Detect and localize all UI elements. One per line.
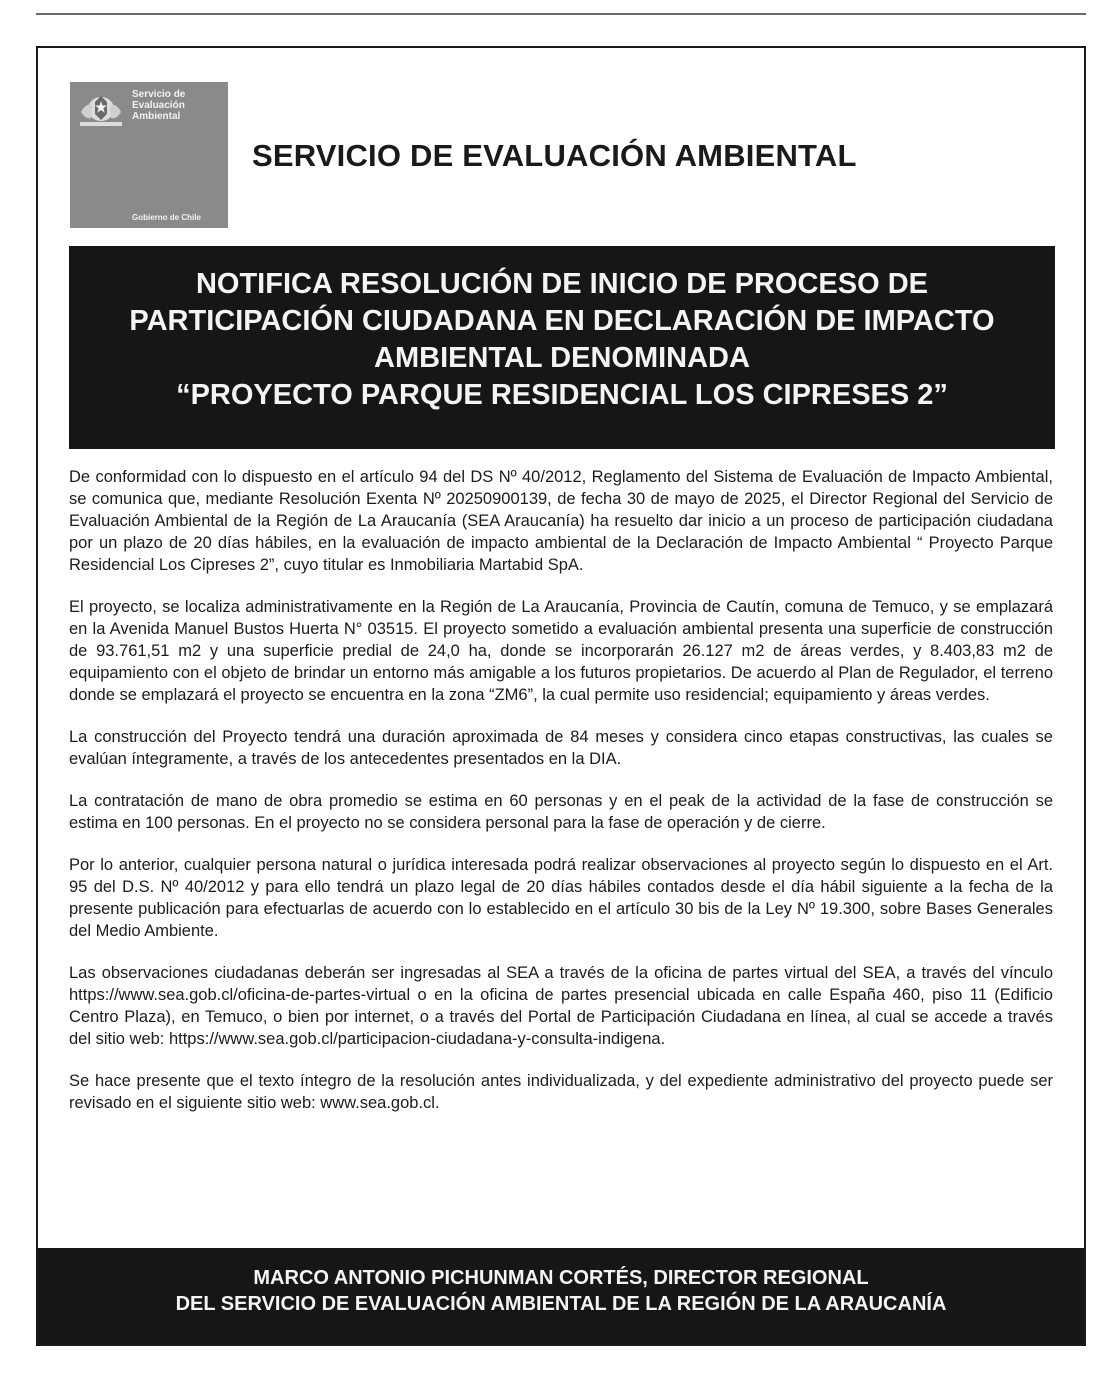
chile-coat-of-arms-icon: [78, 90, 124, 128]
notice-headline: [69, 246, 1055, 449]
paragraph-submission-channels: Las observaciones ciudadanas deberán ser ingresadas al SEA a través de la oficina de partes virtual del SEA, a través del vínculo https://www.sea.gob.cl/oficina-de-partes-virtual o en la oficina de partes presencial ubicada en calle España 460, piso 11 (Edificio Centro Plaza), en Temuco, o bien por internet, o a través del Portal de Participación Ciudadana en línea, al cual se accede a través del sitio web: https://www.sea.gob.cl/participacion-ciudadana-y-consulta-indigena.: [69, 964, 1053, 1048]
top-divider: [36, 13, 1086, 15]
headline-line: AMBIENTAL DENOMINADA: [374, 342, 750, 374]
paragraph-construction: La construcción del Proyecto tendrá una duración aproximada de 84 meses y considera cinco etapas constructivas, las cuales se evalúan íntegramente, a través de los antecedentes presentados en la DIA.: [69, 728, 1053, 768]
notice-frame: [36, 46, 1086, 1346]
paragraph-location: El proyecto, se localiza administrativamente en la Región de La Araucanía, Provincia de Cautín, comuna de Temuco, y se emplazará en la Avenida Manuel Bustos Huerta N° 03515. El proyecto sometido a evaluación ambiental presenta una superficie de construcción de 93.761,51 m2 y una superficie predial de 24,0 ha, donde se incorporarán 26.127 m2 de áreas verdes, y 8.403,83 m2 de equipamiento con el objeto de brindar un entorno más amigable a los futuros propietarios. De acuerdo al Plan de Regulador, el terreno donde se emplazará el proyecto se encuentra en la zona “ZM6”, la cual permite uso residencial; equipamiento y áreas verdes.: [69, 598, 1053, 704]
headline-line: “PROYECTO PARQUE RESIDENCIAL LOS CIPRESES 2”: [176, 379, 948, 411]
signature-block: [38, 1248, 1084, 1344]
agency-title: SERVICIO DE EVALUACIÓN AMBIENTAL: [252, 138, 857, 173]
logo-government-label: Gobierno de Chile: [132, 213, 201, 222]
agency-logo: [70, 82, 228, 228]
headline-line: NOTIFICA RESOLUCIÓN DE INICIO DE PROCESO DE: [195, 268, 929, 300]
headline-line: PARTICIPACIÓN CIUDADANA EN DECLARACIÓN DE IMPACTO: [129, 305, 995, 337]
paragraph-full-text: Se hace presente que el texto íntegro de la resolución antes individualizada, y del expediente administrativo del proyecto puede ser revisado en el siguiente sitio web: www.sea.gob.cl.: [69, 1072, 1053, 1112]
paragraph-resolution: De conformidad con lo dispuesto en el artículo 94 del DS Nº 40/2012, Reglamento del Sistema de Evaluación de Impacto Ambiental, se comunica que, mediante Resolución Exenta Nº 20250900139, de fecha 30 de mayo de 2025, el Director Regional del Servicio de Evaluación Ambiental de la Región de La Araucanía (SEA Araucanía) ha resuelto dar inicio a un proceso de participación ciudadana por un plazo de 20 días hábiles, en la evaluación de impacto ambiental de la Declaración de Impacto Ambiental “ Proyecto Parque Residencial Los Cipreses 2”, cuyo titular es Inmobiliaria Martabid SpA.: [69, 468, 1053, 574]
paragraph-workforce: La contratación de mano de obra promedio se estima en 60 personas y en el peak de la actividad de la fase de construcción se estima en 100 personas. En el proyecto no se considera personal para la fase de operación y de cierre.: [69, 792, 1053, 832]
notice-body: [69, 466, 1053, 1134]
signature-line: MARCO ANTONIO PICHUNMAN CORTÉS, DIRECTOR REGIONAL: [253, 1267, 869, 1289]
signature-line: DEL SERVICIO DE EVALUACIÓN AMBIENTAL DE LA REGIÓN DE LA ARAUCANÍA: [175, 1293, 947, 1315]
paragraph-observations-deadline: Por lo anterior, cualquier persona natural o jurídica interesada podrá realizar observaciones al proyecto según lo dispuesto en el Art. 95 del D.S. Nº 40/2012 y para ello tendrá un plazo legal de 20 días hábiles contados desde el día hábil siguiente a la fecha de la presente publicación para efectuarlas de acuerdo con lo establecido en el artículo 30 bis de la Ley Nº 19.300, sobre Bases Generales del Medio Ambiente.: [69, 856, 1053, 940]
logo-agency-name: Servicio de Evaluación Ambiental: [132, 89, 186, 122]
